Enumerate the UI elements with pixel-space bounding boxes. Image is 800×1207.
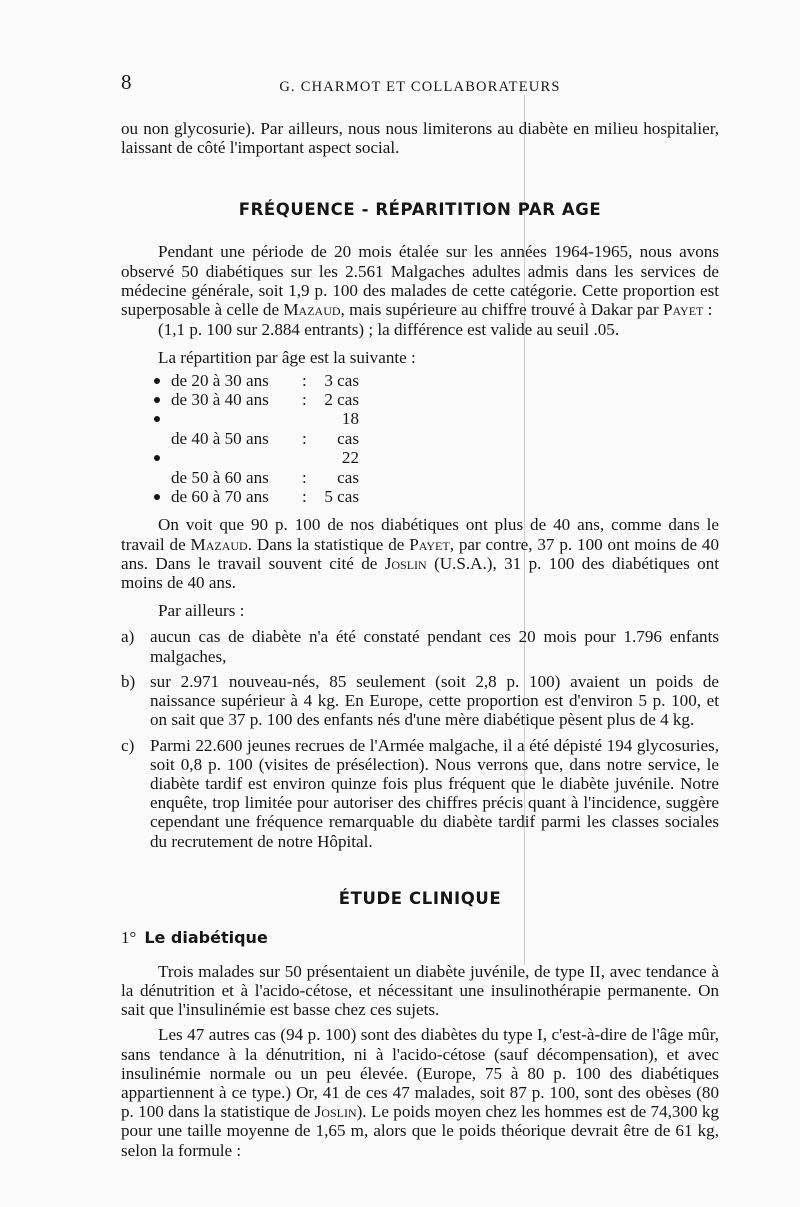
author-name: Payet: [662, 300, 704, 320]
list-item-label: c): [121, 735, 135, 755]
running-head: G. CHARMOT ET COLLABORATEURS: [279, 79, 561, 95]
page-number: 8: [121, 70, 132, 94]
section-title-etude-clinique: ÉTUDE CLINIQUE: [338, 888, 502, 908]
list-item-text: aucun cas de diabète n'a été constaté pendant ces 20 mois pour 1.796 enfants malgaches,: [150, 627, 719, 666]
list-item-text: Parmi 22.600 jeunes recrues de l'Armée malgache, il a été dépisté 194 glycosuries, soit 0,8 p. 100 (visites de présélection). Nous verrons que, dans notre service, le diabète tardif est environ quinze fois plus fréquent que le diabète juvénile. Notre enquête, trop limitée pour autoriser des chiffres précis quant à l'incidence, suggère cependant une fréquence remarquable du diabète tardif parmi les classes sociales du recrutement de notre Hôpital.: [150, 735, 719, 851]
age-distribution-list: [121, 371, 719, 507]
author-name: Joslin: [384, 553, 427, 573]
age-group-item: de 20 à 30 ans : 3 cas: [171, 371, 719, 390]
paragraph-clinique-1: Trois malades sur 50 présentaient un diabète juvénile, de type II, avec tendance à la dénutrition et à l'acido-cétose, et nécessitant une insulinothérapie permanente. On sait que l'insulinémie est basse chez ces sujets.: [121, 961, 719, 1020]
author-name: Payet: [409, 534, 450, 554]
paragraph-frequence-1: Pendant une période de 20 mois étalée sur les années 1964-1965, nous avons observé 50 diabétiques sur les 2.561 Malgaches adultes admis dans les services de médecine générale, soit 1,9 p. 100 des malades de cette catégorie. Cette proportion est superposable à celle de Mazaud, mais supérieure au chiffre trouvé à Dakar par Payet :: [121, 242, 719, 320]
intro-paragraph: ou non glycosurie). Par ailleurs, nous nous limiterons au diabète en milieu hospitalier, laissant de côté l'important aspect social.: [121, 119, 719, 158]
author-name: Joslin: [314, 1102, 357, 1122]
paragraph-par-ailleurs: Par ailleurs :: [158, 601, 245, 621]
subsection-title-diabetique: 1° Le diabétique: [121, 927, 268, 947]
age-group-item: de 60 à 70 ans : 5 cas: [171, 487, 719, 506]
page-header: [121, 70, 719, 100]
paragraph-age-comment: On voit que 90 p. 100 de nos diabétiques ont plus de 40 ans, comme dans le travail de Mazaud. Dans la statistique de Payet, par contre, 37 p. 100 ont moins de 40 ans. Dans le travail souvent cité de Joslin (U.S.A.), 31 p. 100 des diabétiques ont moins de 40 ans.: [121, 515, 719, 593]
paragraph-frequence-2: (1,1 p. 100 sur 2.884 entrants) ; la différence est valide au seuil .05.: [158, 320, 620, 340]
list-item-label: a): [121, 627, 135, 647]
age-group-item: de 30 à 40 ans : 2 cas: [171, 390, 719, 409]
list-item: [121, 627, 719, 665]
paragraph-clinique-2: Les 47 autres cas (94 p. 100) sont des diabètes du type I, c'est-à-dire de l'âge mûr, sans tendance à la dénutrition, ni à l'acido-cétose (sauf décompensation), et avec insulinémie normale ou un peu élevée. (Europe, 75 à 80 p. 100 des diabétiques appartiennent à ce type.) Or, 41 de ces 47 malades, soit 87 p. 100, sont des obèses (80 p. 100 dans la statistique de Joslin). Le poids moyen chez les hommes est de 74,300 kg pour une taille moyenne de 1,65 m, alors que le poids théorique devrait être de 61 kg, selon la formule :: [121, 1025, 719, 1160]
author-name: Mazaud: [190, 534, 248, 554]
age-group-item: de 50 à 60 ans :22 cas: [171, 448, 719, 487]
list-item: [121, 672, 719, 730]
section-title-frequence: FRÉQUENCE - RÉPARITITION PAR AGE: [238, 200, 602, 220]
list-item: [121, 736, 719, 851]
paragraph-age-intro: La répartition par âge est la suivante :: [158, 348, 416, 368]
list-item-text: sur 2.971 nouveau-nés, 85 seulement (soit 2,8 p. 100) avaient un poids de naissance supérieur à 4 kg. En Europe, cette proportion est d'environ 5 p. 100, et on sait que 37 p. 100 des enfants nés d'une mère diabétique pèsent plus de 4 kg.: [150, 671, 719, 730]
age-group-item: de 40 à 50 ans :18 cas: [171, 409, 719, 448]
page: [121, 70, 719, 1160]
author-name: Mazaud: [283, 300, 341, 320]
list-item-label: b): [121, 671, 136, 691]
